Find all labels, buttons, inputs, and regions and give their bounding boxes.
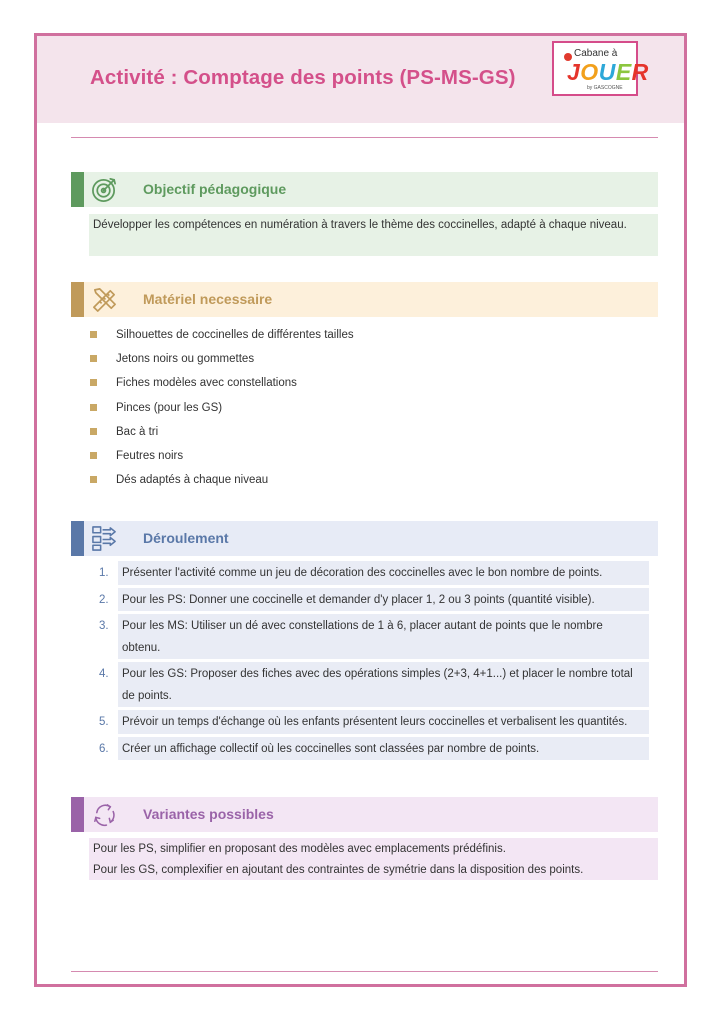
step-item	[89, 662, 649, 707]
materiel-item	[89, 323, 649, 347]
materiel-item	[89, 468, 649, 492]
bullet-square-icon	[90, 428, 97, 435]
step-item	[89, 561, 649, 585]
step-number: 1.	[99, 567, 109, 579]
section-accent-bar	[71, 797, 84, 832]
section-materiel-header	[71, 282, 658, 317]
target-icon	[91, 176, 118, 203]
page-frame	[34, 33, 687, 987]
bullet-square-icon	[90, 476, 97, 483]
step-item	[89, 737, 649, 761]
bullet-square-icon	[90, 355, 97, 362]
logo-line1: Cabane à	[574, 48, 618, 59]
bottom-divider	[71, 971, 658, 972]
materiel-item	[89, 444, 649, 468]
page-title: Activité : Comptage des points (PS-MS-GS)	[90, 66, 516, 89]
cycle-arrows-icon	[91, 801, 118, 828]
materiel-item-text: Bac à tri	[116, 425, 159, 438]
step-number: 6.	[99, 742, 109, 755]
section-accent-bar	[71, 282, 84, 317]
step-number: 3.	[99, 620, 109, 632]
step-number: 4.	[99, 668, 109, 680]
materiel-item-text: Fiches modèles avec constellations	[116, 377, 297, 390]
step-item	[89, 614, 649, 659]
bullet-square-icon	[90, 452, 97, 459]
deroulement-steps	[89, 561, 649, 763]
flowchart-icon	[91, 525, 118, 552]
materiel-item-text: Jetons noirs ou gommettes	[116, 353, 255, 366]
materiel-item	[89, 347, 649, 371]
ruler-pencil-icon	[91, 286, 118, 313]
section-deroulement-header	[71, 521, 658, 556]
step-number: 5.	[99, 716, 109, 728]
step-item	[89, 710, 649, 734]
materiel-item	[89, 396, 649, 420]
section-variantes-header	[71, 797, 658, 832]
logo-line2: JOUER	[567, 59, 649, 85]
materiel-list	[89, 323, 649, 492]
bullet-square-icon	[90, 331, 97, 338]
step-text: Créer un affichage collectif où les coccinelles sont classées par nombre de points.	[118, 737, 649, 761]
step-text: Pour les PS: Donner une coccinelle et demander d'y placer 1, 2 ou 3 points (quantité visible).	[118, 588, 649, 612]
section-materiel-title: Matériel necessaire	[143, 291, 273, 307]
materiel-item	[89, 420, 649, 444]
variantes-text	[89, 838, 658, 880]
step-number: 2.	[99, 593, 109, 606]
variante-line-ps: Pour les PS, simplifier en proposant des modèles avec emplacements prédéfinis.	[93, 843, 506, 855]
step-text: Pour les GS: Proposer des fiches avec des opérations simples (2+3, 4+1...) et placer le nombre total de points.	[118, 662, 649, 707]
section-accent-bar	[71, 521, 84, 556]
header	[37, 36, 684, 123]
step-text: Présenter l'activité comme un jeu de décoration des coccinelles avec le bon nombre de points.	[118, 561, 649, 585]
section-accent-bar	[71, 172, 84, 207]
section-objectif-title: Objectif pédagogique	[143, 181, 287, 197]
materiel-item-text: Feutres noirs	[116, 449, 184, 462]
bullet-square-icon	[90, 404, 97, 411]
logo-line3: by GASCOGNE	[587, 85, 623, 91]
top-divider	[71, 137, 658, 138]
step-text: Prévoir un temps d'échange où les enfants présentent leurs coccinelles et verbalisent les quantités.	[118, 710, 649, 734]
materiel-item-text: Dés adaptés à chaque niveau	[116, 474, 269, 487]
materiel-item	[89, 371, 649, 395]
variante-line-gs: Pour les GS, complexifier en ajoutant des contraintes de symétrie dans la disposition des points.	[93, 864, 584, 876]
section-variantes-title: Variantes possibles	[143, 806, 274, 822]
materiel-item-text: Pinces (pour les GS)	[116, 401, 223, 414]
objectif-text: Développer les compétences en numération à travers le thème des coccinelles, adapté à chaque niveau.	[89, 214, 658, 256]
section-deroulement-title: Déroulement	[143, 530, 229, 546]
step-item	[89, 588, 649, 612]
bullet-square-icon	[90, 379, 97, 386]
cabane-a-jouer-logo	[552, 41, 649, 96]
materiel-item-text: Silhouettes de coccinelles de différentes tailles	[116, 329, 354, 341]
section-objectif-header	[71, 172, 658, 207]
step-text: Pour les MS: Utiliser un dé avec constellations de 1 à 6, placer autant de points que le nombre obtenu.	[118, 614, 649, 659]
